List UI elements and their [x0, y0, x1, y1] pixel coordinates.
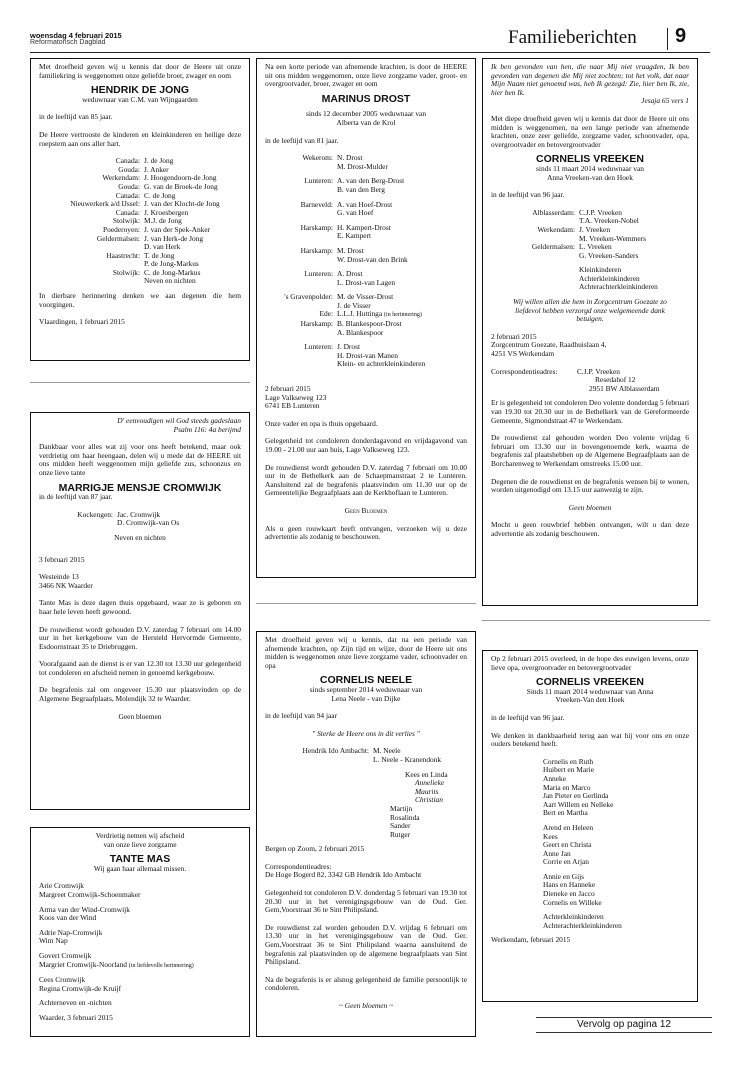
notice-intro: Op 2 februari 2015 overleed, in de hope des euwigen levens, onze lieve opa, overgrootvader en betovergrootvader — [491, 654, 689, 672]
relatives-extra: Neven en nichten — [114, 532, 166, 542]
family-group: Annie en Gijs Hans en Hanneke Dieneke en Jacco Cornelis en Willeke — [543, 871, 602, 907]
relative-row: Stolwijk: M.J. de Jong — [112, 216, 182, 226]
address-line: 4251 VS Werkendam — [491, 349, 555, 359]
notice-paragraph: Degenen die de rouwdienst en de begrafenis wensen bij te wonen, worden uitgenodigd om 13.15 uur aanwezig te zijn. — [491, 476, 689, 495]
address-line: Lage Valkseweg 123 — [265, 392, 327, 402]
closing-text: In dierbare herinnering denken we aan degenen die hem voorgingen. — [39, 291, 241, 309]
relative-row: D. Cromwijk-van Os — [117, 518, 180, 528]
notice-marrigje-cromwijk — [30, 412, 250, 810]
notice-text: De Heere vertrooste de kinderen en kleinkinderen en heilige deze roepstem aan ons aller hart. — [39, 129, 241, 148]
notice-tante-mas — [30, 827, 250, 1037]
notice-text: We denken in dankbaarheid terug aan wat hij voor ons en onze ouders betekend heeft. — [491, 730, 689, 749]
spouse-line: sinds 11 maart 2014 weduwnaar van — [536, 163, 644, 173]
relatives-list — [265, 154, 467, 369]
page-number: 9 — [675, 25, 687, 47]
flowers-note: Geen Bloemen — [344, 505, 388, 515]
notice-paragraph: Er is gelegenheid tot condoleren Deo volente donderdag 5 februari van 19.30 tot 20.30 uur in de Bethelkerk van de Gereformeerde Gemeente, Sigmondstraat 47 te Werkendam. — [491, 398, 689, 425]
corr-row: Correspondentieadres: C.J.P. Vreeken — [491, 366, 620, 376]
spouse-line: Vreeken-Van den Hoek — [555, 695, 625, 705]
corr-address: De Hoge Bogerd 82, 3342 GB Hendrik Ido Ambacht — [265, 870, 422, 880]
notice-paragraph: Na de begrafenis is er alsnog gelegenheid de familie persoonlijk te condoleren. — [265, 974, 467, 993]
relative-row: 's Gravenpolder: M. de Visser-Drost — [284, 292, 394, 302]
newspaper-date: woensdag 4 februari 2015 — [30, 31, 122, 40]
notice-intro: Met droefheid geven wij u kennis dat door de Heere uit onze familiekring is weggenomen onze geliefde broer, zwager en oom — [39, 62, 241, 80]
relative-row: Alblasserdam: C.J.P. Vreeken — [532, 207, 622, 217]
address-line: Westeinde 13 — [39, 572, 79, 582]
spouse-line: weduwnaar van C.M. van Wijngaarden — [82, 94, 198, 104]
closing-text: Mocht u geen rouwbrief hebben ontvangen, wilt u dan deze advertentie als zodanig beschouwen. — [491, 520, 689, 538]
relative-row: Gouda: G. van de Broek-de Jong — [118, 181, 218, 191]
relative-row: Harskamp: H. Kampert-Drost — [300, 222, 391, 232]
memory-note: (in herinnering) — [384, 312, 422, 319]
relative-row: A. Blankespoor — [337, 327, 384, 337]
relative-row: Neven en nichten — [144, 276, 196, 286]
notice-intro: van onze lieve zorgzame — [103, 839, 177, 849]
flowers-note: Geen bloemen — [118, 711, 162, 721]
deceased-name: CORNELIS VREEKEN — [536, 153, 644, 166]
relative-row: E. Kampert — [337, 231, 372, 241]
relative-row: Ede: L.L.J. Huttinga (in herinnering) — [319, 309, 422, 319]
relative-row: H. Drost-van Manen — [337, 350, 398, 360]
notice-paragraph: Voorafgaand aan de dienst is er van 12.30 tot 13.30 uur gelegenheid tot condoleren en afscheid nemen in genoemd kerkgebouw. — [39, 659, 241, 677]
psalm-reference: Psalm 116: 4a berijmd — [173, 424, 241, 434]
grandchildren-list: Martijn Rosalinda Sander Rutger — [390, 803, 420, 839]
notice-intro: Na een korte periode van afnemende krachten, is door de HEERE uit ons midden weggenomen, onze lieve zorgzame vader, groot- en overgrootvader, broer, zwager en oom — [265, 62, 467, 89]
notice-subtitle: Wij gaan haar allemaal missen. — [93, 863, 187, 873]
family-group: Govert Cromwijk Margriet Cromwijk-Noorland (in liefdevolle herinnering) — [39, 950, 194, 969]
relative-row: Lunteren: A. van den Berg-Drost — [304, 176, 405, 186]
age-line: in de leeftijd van 87 jaar. — [39, 492, 113, 502]
relative-row: M. Drost-Mulder — [337, 161, 388, 171]
deceased-name: CORNELIS VREEKEN — [536, 676, 644, 689]
relative-row: Gouda: J. Anker — [118, 164, 169, 174]
relative-row: L. Drost-van Lagen — [337, 277, 396, 287]
relatives-list — [39, 157, 241, 286]
relative-row: Geldermalsen: J. van Herk-de Jong — [96, 233, 204, 243]
relative-row: T.A. Vreeken-Nobel — [579, 216, 639, 226]
relative-row: Werkendam: J. Hoogendoorn-de Jong — [102, 173, 217, 183]
section-title: Familieberichten — [508, 27, 637, 48]
notice-intro: Verdrietig nemen wij afscheid — [95, 831, 185, 840]
header-rule — [30, 52, 710, 53]
notice-paragraph: Gelegenheid tot condoleren D.V. donderdag 5 februari van 19.30 tot 20.30 uur in het verenigingsgebouw van de Oud. Ger. Gem,Voorstraat 36 te Sint Philipsland. — [265, 888, 467, 915]
notice-paragraph: De rouwdienst zal worden gehouden D.V. vrijdag 6 februari om 13.30 uur in het verenigingsgebouw van de Oud. Ger. Gem,Voorstraat 36 te Sint Philipsland waarna aansluitend de begrafenis zal plaatsvinden op de algemene begraafplaats van Sint Philipsland. — [265, 922, 467, 967]
age-line: in de leeftijd van 94 jaar — [265, 711, 338, 721]
notice-paragraph: De rouwdienst wordt gehouden D.V. zaterdag 7 februari om 14.00 uur in het kerkgebouw van de Hersteld Hervormde Gemeente, Esdoornstraat 35 te Driebruggen. — [39, 624, 241, 651]
publication-name: Reformatorisch Dagblad — [30, 39, 106, 46]
deceased-name: MARRIGJE MENSJE CROMWIJK — [58, 481, 222, 494]
relative-row: G. Vreeken-Sanders — [579, 250, 639, 260]
relative-row: Poederoyen: J. van der Spek-Anker — [103, 224, 211, 234]
grandchildren-list — [491, 758, 689, 931]
notice-date: 3 februari 2015 — [39, 554, 85, 564]
family-group: Arie Cromwijk Margreet Cromwijk-Schoenmaker — [39, 881, 141, 899]
notice-quote: " Sterke de Heere ons in dit verlies " — [312, 728, 420, 738]
spouse-line: Sinds 11 maart 2014 weduwnaar van Anna — [526, 686, 654, 696]
notice-paragraph: Gelegenheid tot condoleren donderdagavond en vrijdagavond van 19.00 - 21.00 uur aan huis, Lage Valkseweg 123. — [265, 436, 467, 454]
notice-cornelis-neele — [256, 631, 476, 1037]
address-line: 6741 EB Lunteren — [265, 401, 320, 411]
notice-cornelis-vreeken-grandchildren — [482, 650, 698, 1002]
closing-text: Als u geen rouwkaart heeft ontvangen, verzoeken wij u deze advertentie als zodanig te beschouwen. — [265, 523, 467, 542]
family-group: Cornelis en Ruth Huibert en Marie Anneke Maria en Marco Jan Pieter en Gerlinda Aart Willem en Nelleke Bert en Martha — [543, 756, 614, 818]
age-line: in de leeftijd van 96 jaar. — [491, 190, 565, 200]
corr-address: 2951 BW Alblasserdam — [589, 383, 660, 393]
thanks-text: Wij willen allen die hem in Zorgcentrum Goezate zo liefdevol hebben verzorgd onze welgemeende dank betuigen. — [513, 297, 667, 324]
place-date: Bergen op Zoom, 2 februari 2015 — [265, 844, 365, 854]
relative-row: B. van den Berg — [337, 184, 385, 194]
spouse-line: sinds 12 december 2005 weduwnaar van — [305, 109, 427, 119]
relative-row: M. Vreeken-Wemmers — [579, 233, 646, 243]
address-line: 3466 NK Waarder — [39, 580, 93, 590]
age-line: in de leeftijd van 85 jaar. — [39, 112, 113, 122]
relative-row: Harskamp: M. Drost — [300, 245, 364, 255]
spouse-line: Lena Neele - van Dijke — [331, 693, 401, 703]
notice-paragraph: Tante Mas is deze dagen thuis opgebaard, waar ze is geboren en haar hele leven heeft gewoond. — [39, 598, 241, 616]
spouse-line: Alberta van de Krol — [336, 117, 396, 127]
relative-row: G. van Hoef — [337, 208, 374, 218]
relative-row: Geldermalsen: L. Vreeken — [531, 242, 612, 252]
notice-intro: Dankbaar voor alles wat zij voor ons heeft betekend, maar ook verdrietig om haar heengaan, delen wij u mede dat de HEERE uit ons midden heeft weggenomen mijn geliefde zus, schoonzus en onze lieve tante — [39, 442, 241, 477]
notice-date: 2 februari 2015 — [265, 384, 311, 394]
relative-row: Wekerom: N. Drost — [302, 153, 363, 163]
deceased-name: CORNELIS NEELE — [319, 674, 413, 687]
continued-on-page-link[interactable]: Vervolg op pagina 12 — [536, 1017, 712, 1033]
spouse-line: sinds september 2014 weduwnaar van — [309, 684, 423, 694]
flowers-note: ~ Geen bloemen ~ — [338, 1001, 394, 1010]
place-date: Vlaardingen, 1 februari 2015 — [39, 317, 125, 327]
relative-row: Haastrecht: T. de Jong — [106, 250, 175, 260]
notice-paragraph: Onze vader en opa is thuis opgebaard. — [265, 418, 378, 428]
psalm-quote: D' eenvoudigen wil God steeds gadeslaan — [117, 416, 241, 425]
relative-row: Lunteren: A. Drost — [304, 269, 363, 279]
family-group: Arma van der Wind-Cromwijk Koos van der Wind — [39, 904, 130, 923]
relative-row: Barneveld: A. van Hoef-Drost — [300, 199, 393, 209]
notice-paragraph: De rouwdienst zal gehouden worden Deo volente vrijdag 6 februari om 13.30 uur in bovengenoemde kerk, waarna de begrafenis zal plaatshebben op de Algemene Begraafplaats aan de Borcharenweg te Werkendam omstreeks 15.00 uur. — [491, 433, 689, 468]
relative-row: Hendrik Ido Ambacht: M. Neele — [302, 746, 401, 756]
notice-intro: Met droefheid geven wij u kennis, dat na een periode van afnemende krachten, op Zijn tijd en wijze, door de Heere uit ons midden is weggenomen onze lieve zorgzame vader, schoonvader en opa — [265, 635, 467, 670]
deceased-name: HENDRIK DE JONG — [90, 84, 189, 97]
notice-marinus-drost — [256, 58, 476, 578]
flowers-note: Geen bloemen — [568, 502, 612, 512]
relative-row: P. de Jong-Markus — [144, 259, 199, 269]
age-line: in de leeftijd van 96 jaar. — [491, 712, 565, 722]
corr-address: Resedahof 12 — [595, 375, 636, 385]
relative-row: Stolwijk: C. de Jong-Markus — [112, 267, 201, 277]
relative-row: Werkendam: J. Vreeken — [537, 224, 611, 234]
bible-verse: Ik ben gevonden van hen, die naar Mij niet vraagden, Ik ben gevonden van degenen die Mij niet zochten; tot het volk, dat naar Mijn Naam niet genoemd was, heb Ik gezegd: Zie, hier ben Ik, zie, hier ben Ik. — [491, 62, 689, 97]
notice-paragraph: De rouwdienst wordt gehouden D.V. zaterdag 7 februari om 10.00 uur in de Bethelkerk aan de Schaepmanstraat 2 te Lunteren. Aansluitend zal de begrafenis plaatsvinden om 11.30 uur op de Gemeentelijke Begraafplaats aan de Kerkhoflaan te Lunteren. — [265, 462, 467, 498]
family-group: Achterkleinkinderen Achterachterkleinkinderen — [543, 912, 622, 930]
grandchildren-list: Kees en Linda Annelieke Maurits Christian — [405, 769, 448, 805]
family-group: Cees Cromwijk Regina Cromwijk-de Kruijf — [39, 975, 122, 993]
relative-row: D. van Herk — [144, 242, 181, 252]
relatives-list — [491, 209, 689, 292]
relative-row: Lunteren: J. Drost — [304, 342, 360, 352]
notice-cornelis-vreeken — [482, 58, 698, 606]
memory-note: (in liefdevolle herinnering) — [128, 962, 194, 969]
column-rule — [30, 382, 250, 383]
relative-row: Klein- en achterkleinkinderen — [337, 359, 426, 369]
relative-row: Canada: J. Kroesbergen — [115, 207, 189, 217]
family-group: Adrie Nap-Cromwijk Wim Nap — [39, 927, 103, 946]
deceased-name: TANTE MAS — [109, 853, 171, 866]
family-group: Achterneven en -nichten — [39, 998, 112, 1008]
notice-date: 2 februari 2015 — [491, 331, 537, 341]
relative-row: W. Drost-van den Brink — [337, 254, 408, 264]
address-line: Zorgcentrum Goezate, Raadhuislaan 4, — [491, 340, 607, 350]
relative-row: Kockengen: Jac. Cromwijk — [77, 509, 161, 519]
relative-row: Canada: C. de Jong — [115, 190, 176, 200]
verse-reference: Jesaja 65 vers 1 — [641, 96, 689, 106]
age-line: in de leeftijd van 81 jaar. — [265, 135, 339, 145]
relative-row: Harskamp: B. Blankespoor-Drost — [300, 319, 402, 329]
grandchildren-list: Kleinkinderen Achterkleinkinderen Achterachterkleinkinderen — [579, 265, 658, 292]
column-rule — [482, 620, 710, 621]
corr-label: Correspondentieadres: — [265, 861, 332, 871]
deceased-name: MARINUS DROST — [321, 92, 411, 105]
relative-row: J. de Visser — [337, 300, 371, 310]
notice-paragraph: De begrafenis zal om ongeveer 15.30 uur plaatsvinden op de Algemene Begraafplaats, Molendijk 32 te Waarder. — [39, 685, 241, 704]
relative-row: Nieuwerkerk a/d IJssel: J. van der Klocht-de Jong — [70, 199, 220, 209]
family-group: Arend en Heleen Kees Geert en Christa Anne Jan Corrie en Arjan — [543, 822, 594, 867]
place-date: Werkendam, februari 2015 — [491, 935, 571, 945]
place-date: Waarder, 3 februari 2015 — [39, 1012, 113, 1022]
column-rule — [256, 603, 476, 604]
relative-row: L. Neele - Kranendonk — [373, 754, 442, 764]
notice-hendrik-de-jong — [30, 58, 250, 361]
spouse-line: Anna Vreeken-van den Hoek — [547, 172, 633, 182]
relative-row: Canada: J. de Jong — [115, 156, 174, 166]
notice-intro: Met diepe droefheid geven wij u kennis dat door de Heere uit ons midden is weggenomen, na een lange periode van afnemende krachten, onze zeer geliefde, zorgzame vader, schoonvader, opa, overgrootvader en betovergrootvader — [491, 113, 689, 149]
header-separator — [667, 28, 668, 50]
